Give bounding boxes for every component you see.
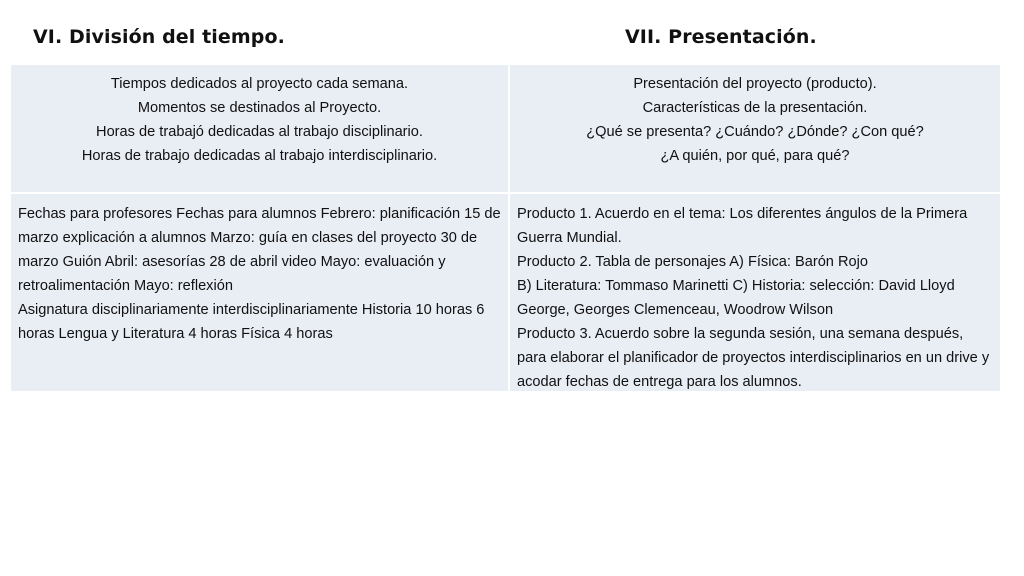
time-body-paragraph: Asignatura disciplinariamente interdisciplinariamente Historia 10 horas 6 horas Lengua y Literatura 4 horas Física 4 horas xyxy=(18,302,485,342)
cell-presentation-header xyxy=(508,65,1000,192)
cell-time-division-header xyxy=(11,65,508,192)
time-header-line: Tiempos dedicados al proyecto cada semana. xyxy=(110,76,409,92)
cell-presentation-body xyxy=(508,192,1000,391)
presentation-body-paragraph: Producto 2. Tabla de personajes A) Física: Barón Rojo xyxy=(517,254,868,270)
heading-presentation: VII. Presentación. xyxy=(625,26,817,48)
presentation-header-line: Características de la presentación. xyxy=(642,100,868,116)
heading-time-division: VI. División del tiempo. xyxy=(33,26,285,48)
cell-time-division-body xyxy=(11,192,508,391)
time-body-paragraph: Fechas para profesores Fechas para alumnos Febrero: planificación 15 de marzo explicación a alumnos Marzo: guía en clases del proyecto 30 de marzo Guión Abril: asesorías 28 de abril video Mayo: evaluación y retroalimentación Mayo: reflexión xyxy=(18,206,501,294)
time-header-line: Horas de trabajo dedicadas al trabajo interdisciplinario. xyxy=(81,148,438,164)
time-header-line: Horas de trabajó dedicadas al trabajo disciplinario. xyxy=(96,124,423,140)
presentation-body-paragraph: Producto 1. Acuerdo en el tema: Los diferentes ángulos de la Primera Guerra Mundial. xyxy=(517,206,968,246)
presentation-body-paragraph: Producto 3. Acuerdo sobre la segunda sesión, una semana después, para elaborar el planificador de proyectos interdisciplinarios en un drive y acodar fechas de entrega para los alumnos. xyxy=(517,326,990,390)
content-table xyxy=(11,65,1000,391)
presentation-header-line: ¿A quién, por qué, para qué? xyxy=(660,148,850,164)
time-header-line: Momentos se destinados al Proyecto. xyxy=(137,100,382,116)
presentation-header-line: Presentación del proyecto (producto). xyxy=(633,76,877,92)
presentation-body-paragraph: B) Literatura: Tommaso Marinetti C) Historia: selección: David Lloyd George, Georges Clemenceau, Woodrow Wilson xyxy=(517,278,955,318)
presentation-header-line: ¿Qué se presenta? ¿Cuándo? ¿Dónde? ¿Con qué? xyxy=(586,124,924,140)
